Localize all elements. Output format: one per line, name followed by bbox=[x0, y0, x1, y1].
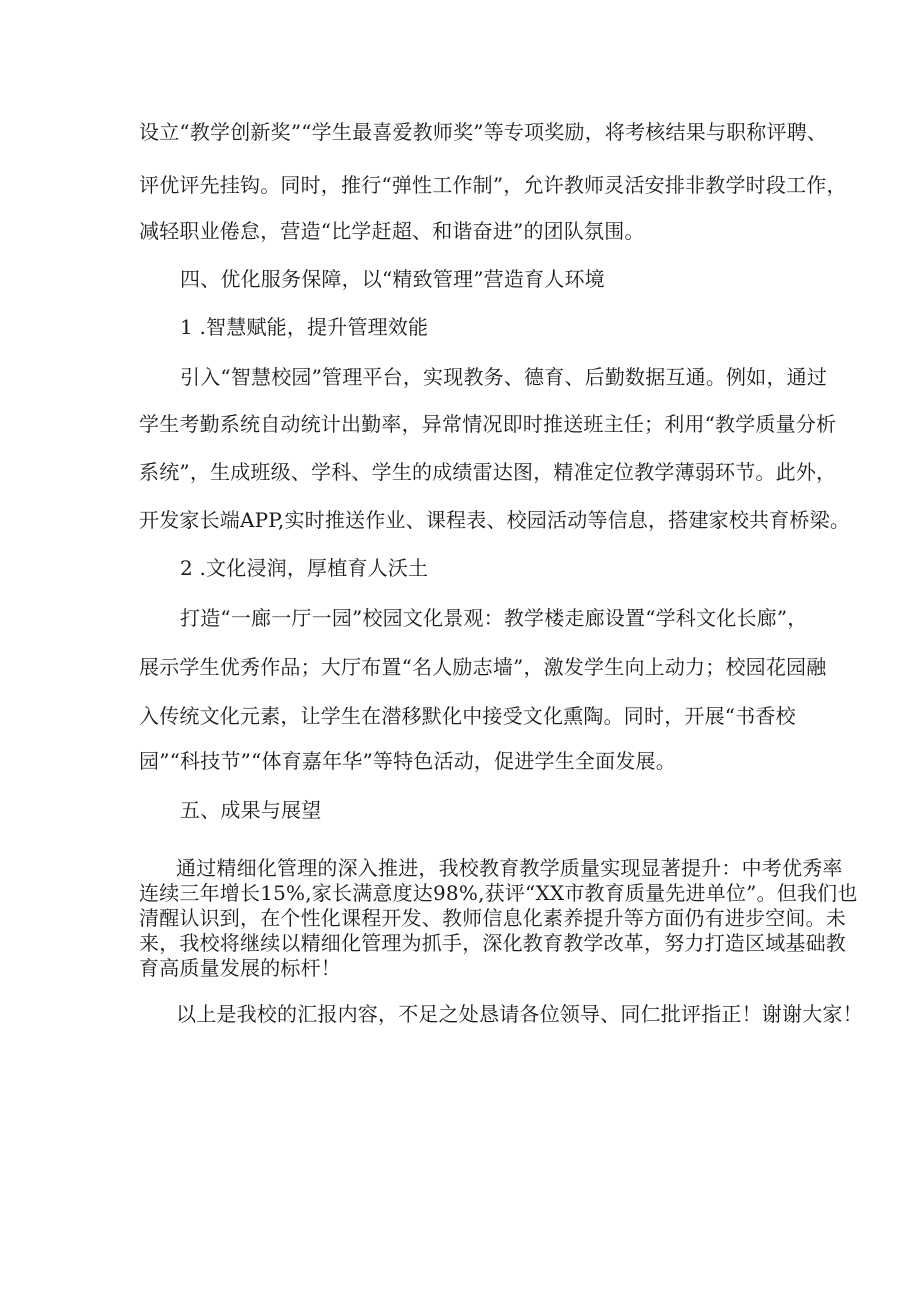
paragraph-line: 展示学生优秀作品；大厅布置“名人励志墙”，激发学生向上动力；校园花园融 bbox=[139, 655, 827, 679]
subsection-heading-2: 2 .文化浸润，厚植育人沃土 bbox=[180, 556, 429, 580]
paragraph-line: 评优评先挂钩。同时，推行“弹性工作制”，允许教师灵活安排非教学时段工作， bbox=[139, 173, 847, 197]
paragraph-line: 系统”，生成班级、学科、学生的成绩雷达图，精准定位教学薄弱环节。此外， bbox=[139, 460, 837, 484]
paragraph-line: 学生考勤系统自动统计出勤率，异常情况即时推送班主任；利用“教学质量分析 bbox=[139, 412, 837, 436]
paragraph-line: 引入“智慧校园”管理平台，实现教务、德育、后勤数据互通。例如，通过 bbox=[180, 365, 828, 389]
closing-line: 以上是我校的汇报内容，不足之处恳请各位领导、同仁批评指正！谢谢大家！ bbox=[176, 1002, 863, 1026]
paragraph-line: 园”“科技节”“体育嘉年华”等特色活动，促进学生全面发展。 bbox=[139, 749, 676, 773]
paragraph-line: 连续三年增长15%,家长满意度达98%,获评“XX市教育质量先进单位”。但我们也 bbox=[139, 881, 858, 905]
paragraph-line: 打造“一廊一厅一园”校园文化景观：教学楼走廊设置“学科文化长廊”， bbox=[180, 606, 808, 630]
paragraph-line: 开发家长端APP,实时推送作业、课程表、校园活动等信息，搭建家校共育桥梁。 bbox=[139, 508, 851, 532]
section-heading-5: 五、成果与展望 bbox=[180, 798, 322, 822]
paragraph-line: 育高质量发展的标杆！ bbox=[139, 956, 341, 980]
paragraph-line: 来，我校将继续以精细化管理为抓手，深化教育教学改革，努力打造区域基础教 bbox=[139, 931, 846, 955]
section-heading-4: 四、优化服务保障，以“精致管理”营造育人环境 bbox=[180, 267, 605, 291]
paragraph-line: 减轻职业倦怠，营造“比学赶超、和谐奋进”的团队氛围。 bbox=[139, 219, 645, 243]
paragraph-line: 入传统文化元素，让学生在潜移默化中接受文化熏陶。同时，开展“书香校 bbox=[139, 704, 796, 728]
subsection-heading-1: 1 .智慧赋能，提升管理效能 bbox=[180, 315, 429, 339]
paragraph-line: 通过精细化管理的深入推进，我校教育教学质量实现显著提升：中考优秀率 bbox=[176, 856, 843, 880]
paragraph-line: 设立“教学创新奖”“学生最喜爱教师奖”等专项奖励，将考核结果与职称评聘、 bbox=[139, 120, 828, 144]
paragraph-line: 清醒认识到，在个性化课程开发、教师信息化素养提升等方面仍有进步空间。未 bbox=[139, 906, 846, 930]
